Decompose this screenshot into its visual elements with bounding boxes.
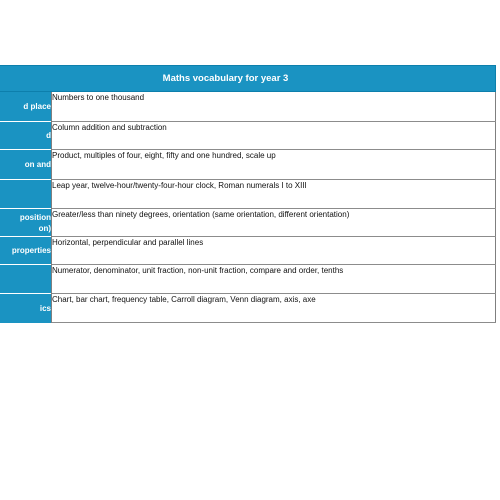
row-description: Horizontal, perpendicular and parallel lines — [52, 237, 496, 265]
row-description: Leap year, twelve-hour/twenty-four-hour clock, Roman numerals I to XIII — [52, 180, 496, 209]
category-text: d — [46, 131, 51, 140]
category-text: properties — [11, 246, 51, 255]
table-row — [0, 92, 496, 122]
category-text: ics — [39, 303, 51, 313]
row-category — [0, 209, 52, 237]
table-row — [0, 150, 496, 180]
row-category — [0, 294, 52, 323]
row-description: Greater/less than ninety degrees, orientation (same orientation, different orientation) — [52, 209, 496, 237]
table-row — [0, 294, 496, 323]
row-description: Numerator, denominator, unit fraction, non-unit fraction, compare and order, tenths — [52, 265, 496, 294]
row-category — [0, 92, 52, 122]
row-category — [0, 150, 52, 180]
row-description: Product, multiples of four, eight, fifty and one hundred, scale up — [52, 150, 496, 180]
category-text: position — [19, 212, 51, 222]
table-title: Maths vocabulary for year 3 — [0, 66, 496, 92]
row-category — [0, 265, 52, 294]
table-row — [0, 237, 496, 265]
table-row — [0, 180, 496, 209]
row-category — [0, 122, 52, 150]
category-text: on and — [24, 160, 51, 169]
table-row — [0, 265, 496, 294]
table-row — [0, 122, 496, 150]
category-text: on) — [38, 223, 51, 233]
row-category — [0, 180, 52, 209]
table-row — [0, 209, 496, 237]
category-text: d place — [23, 102, 51, 111]
row-category — [0, 237, 52, 265]
row-description: Chart, bar chart, frequency table, Carroll diagram, Venn diagram, axis, axe — [52, 294, 496, 323]
row-description: Numbers to one thousand — [52, 92, 496, 122]
row-description: Column addition and subtraction — [52, 122, 496, 150]
vocabulary-table — [0, 65, 496, 323]
table-header-row — [0, 66, 496, 92]
